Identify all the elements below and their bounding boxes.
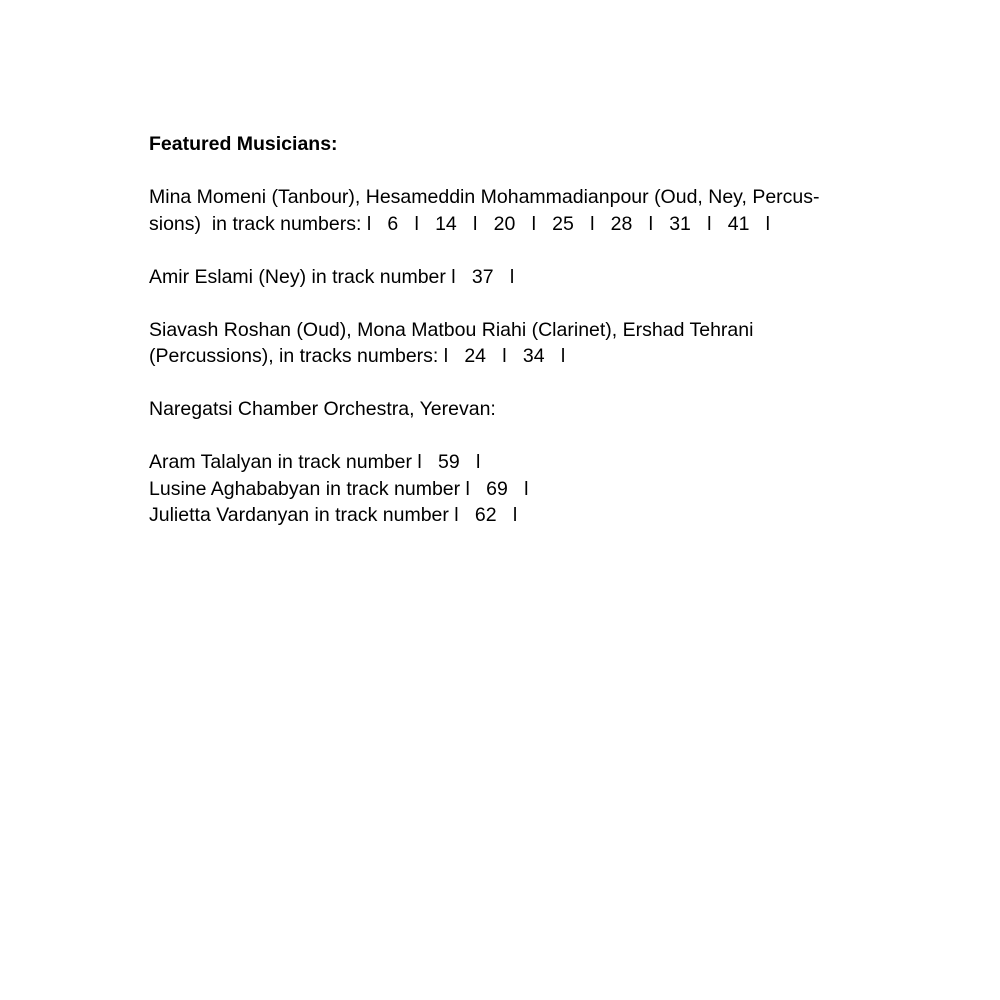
- paragraph-oud-clarinet: [149, 317, 849, 370]
- paragraph-orchestra-members: [149, 449, 849, 529]
- text-line: sions) in track numbers: l 6 l 14 l 20 l 25 l 28 l 31 l 41 l: [149, 212, 771, 235]
- text-line: Amir Eslami (Ney) in track number l 37 l: [149, 265, 515, 288]
- text-line: (Percussions), in tracks numbers: l 24 l 34 l: [149, 345, 566, 367]
- text-line: Julietta Vardanyan in track number l 62 l: [149, 504, 518, 526]
- text-line: Aram Talalyan in track number l 59 l: [149, 451, 481, 473]
- featured-musicians-heading: Featured Musicians:: [149, 133, 338, 155]
- paragraph-tanbour-oud: [149, 184, 849, 237]
- text-line: Lusine Aghababyan in track number l 69 l: [149, 477, 529, 500]
- text-line: Naregatsi Chamber Orchestra, Yerevan:: [149, 398, 496, 420]
- text-line: Siavash Roshan (Oud), Mona Matbou Riahi (Clarinet), Ershad Tehrani: [149, 318, 754, 341]
- paragraph-orchestra: [149, 396, 849, 423]
- document-body: [149, 131, 849, 529]
- text-line: Mina Momeni (Tanbour), Hesameddin Mohammadianpour (Oud, Ney, Percus-: [149, 186, 820, 208]
- paragraph-ney: [149, 264, 849, 291]
